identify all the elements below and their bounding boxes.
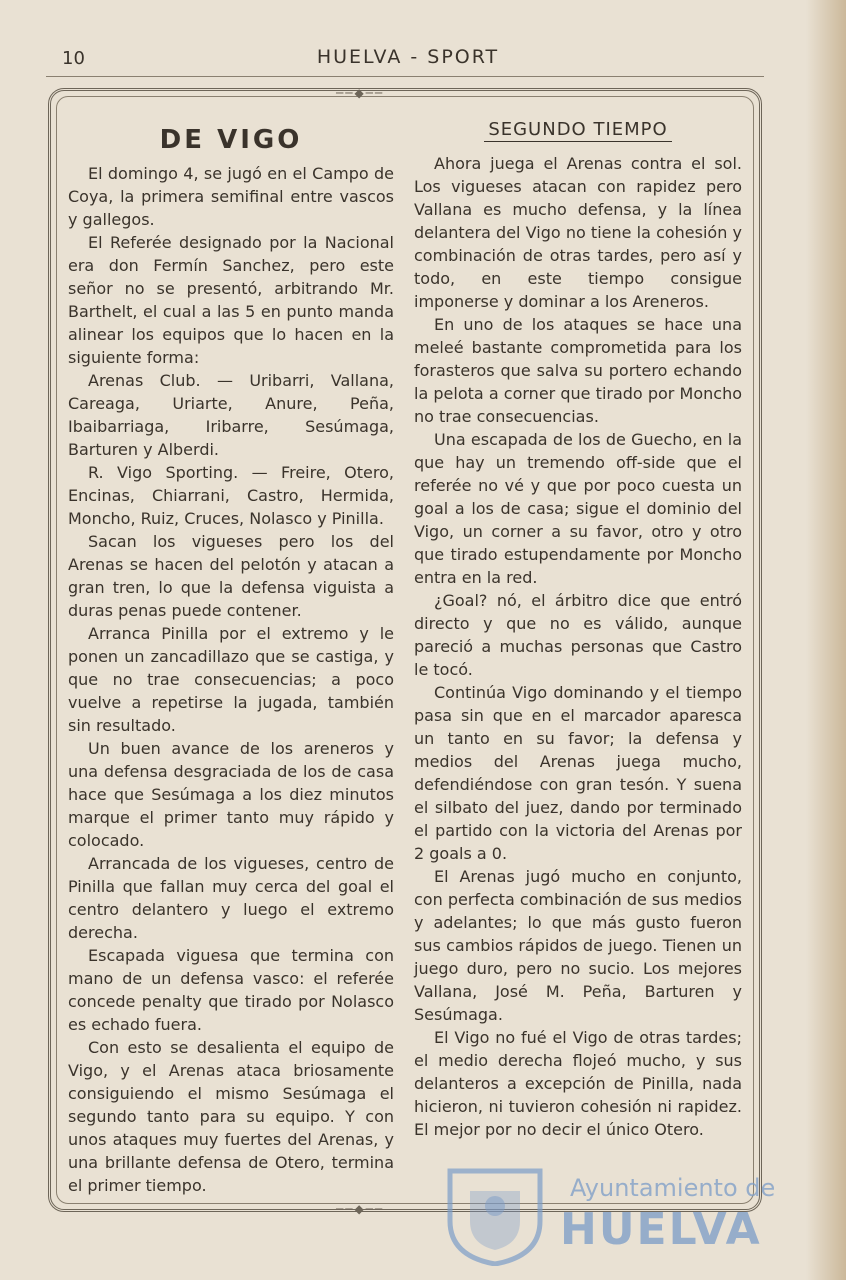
shield-icon	[440, 1166, 550, 1266]
right-column	[414, 118, 742, 1141]
paragraph: El Vigo no fué el Vigo de otras tardes; el medio derecha flojeó mucho, y sus delanteros a excepción de Pinilla, nada hicieron, ni tuvieron cohesión ni rapidez. El mejor por no decir el único Otero.	[414, 1028, 742, 1139]
paragraph: Arrancada de los vigueses, centro de Pinilla que fallan muy cerca del goal el centro delantero y luego el extremo derecha.	[68, 854, 394, 942]
paragraph: Una escapada de los de Guecho, en la que hay un tremendo off-side que el referée no vé y que por poco cuesta un goal a los de casa; sigue el dominio del Vigo, un corner a su favor, otro y otro que tirado estupendamente por Moncho entra en la red.	[414, 430, 742, 587]
section-heading	[414, 118, 742, 142]
paragraph: Sacan los vigueses pero los del Arenas se hacen del pelotón y atacan a gran tren, lo que la defensa viguista a duras penas puede contener.	[68, 532, 394, 620]
paragraph: Arenas Club. — Uribarri, Vallana, Careaga, Uriarte, Anure, Peña, Ibaibarriaga, Iribarre, Sesúmaga, Barturen y Alberdi.	[68, 371, 394, 459]
paragraph: ¿Goal? nó, el árbitro dice que entró directo y que no es válido, aunque pareció a muchas personas que Castro le tocó.	[414, 591, 742, 679]
paragraph: Escapada viguesa que termina con mano de un defensa vasco: el referée concede penalty que tirado por Nolasco es echado fuera.	[68, 946, 394, 1034]
watermark-line1: Ayuntamiento de	[570, 1174, 776, 1202]
paragraph: En uno de los ataques se hace una meleé bastante comprometida para los forasteros que salva su portero echando la pelota a corner que tirado por Moncho no trae consecuencias.	[414, 315, 742, 426]
page-edge-shadow	[806, 0, 846, 1280]
paragraph: Arranca Pinilla por el extremo y le ponen un zancadillazo que se castiga, y que no trae consecuencias; a poco vuelve a repetirse la jugada, también sin resultado.	[68, 624, 394, 735]
top-ornament: ──◆──	[336, 86, 385, 100]
paragraph: R. Vigo Sporting. — Freire, Otero, Encinas, Chiarrani, Castro, Hermida, Moncho, Ruiz, Cruces, Nolasco y Pinilla.	[68, 463, 394, 528]
article-title: DE VIGO	[159, 125, 303, 155]
left-column	[68, 120, 394, 1197]
watermark-line2: HUELVA	[560, 1204, 762, 1255]
section-heading-text: SEGUNDO TIEMPO	[484, 119, 671, 142]
paragraph: Con esto se desalienta el equipo de Vigo, y el Arenas ataca briosamente consiguiendo el mismo Sesúmaga el segundo tanto para su equipo. Y con unos ataques muy fuertes del Arenas, y una brillante defensa de Otero, termina el primer tiempo.	[68, 1038, 394, 1195]
paragraph: Continúa Vigo dominando y el tiempo pasa sin que en el marcador aparesca un tanto en su favor; la defensa y medios del Arenas juega mucho, defendiéndose con gran tesón. Y suena el silbato del juez, dando por terminado el partido con la victoria del Arenas por 2 goals a 0.	[414, 683, 742, 863]
page-number: 10	[62, 48, 85, 69]
bottom-ornament: ──◆──	[336, 1202, 385, 1216]
paragraph: Un buen avance de los areneros y una defensa desgraciada de los de casa hace que Sesúmaga a los diez minutos marque el primer tanto muy rápido y colocado.	[68, 739, 394, 850]
paragraph: El Referée designado por la Nacional era don Fermín Sanchez, pero este señor no se presentó, arbitrando Mr. Barthelt, el cual a las 5 en punto manda alinear los equipos que lo hacen en la siguiente forma:	[68, 233, 394, 367]
paragraph: Ahora juega el Arenas contra el sol. Los vigueses atacan con rapidez pero Vallana es mucho defensa, y la línea delantera del Vigo no tiene la cohesión y combinación de otras tardes, pero así y todo, en este tiempo consigue imponerse y dominar a los Areneros.	[414, 154, 742, 311]
paragraph: El Arenas jugó mucho en conjunto, con perfecta combinación de sus medios y adelantes; lo que más gusto fueron sus cambios rápidos de juego. Tienen un juego duro, pero no sucio. Los mejores Vallana, José M. Peña, Barturen y Sesúmaga.	[414, 867, 742, 1024]
page-header	[58, 46, 758, 76]
journal-title: HUELVA - SPORT	[316, 46, 500, 68]
header-rule	[46, 76, 764, 77]
archive-watermark	[440, 1160, 780, 1270]
paragraph: El domingo 4, se jugó en el Campo de Coya, la primera semifinal entre vascos y gallegos.	[68, 164, 394, 229]
